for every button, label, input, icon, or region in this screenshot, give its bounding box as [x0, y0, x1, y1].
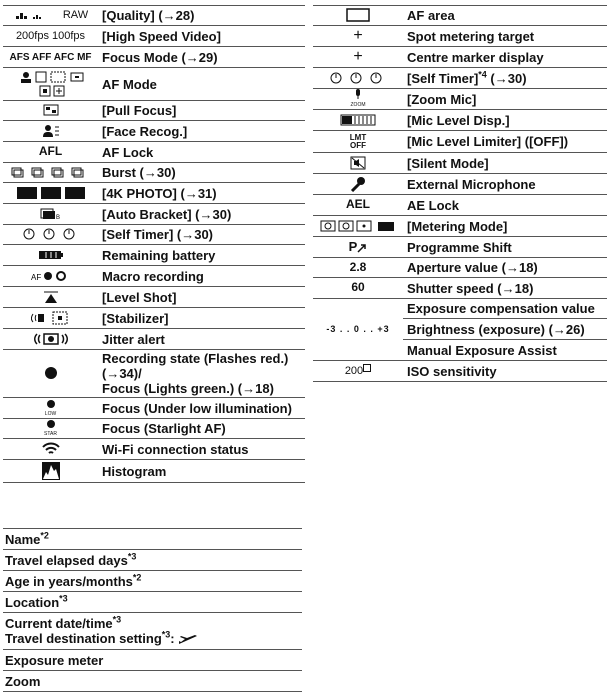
pull-focus-icon	[3, 101, 99, 121]
table-row	[313, 153, 607, 174]
table-row	[3, 308, 305, 329]
table-row	[3, 671, 302, 692]
table-row	[313, 6, 607, 26]
table-row	[3, 26, 305, 47]
table-row	[3, 68, 305, 101]
row-label: Wi-Fi connection status	[99, 439, 306, 460]
mic-limiter-icon: LMT OFF	[313, 131, 404, 153]
program-shift-icon: P	[313, 237, 404, 258]
af-lock-icon: AFL	[3, 142, 99, 163]
row-label: Recording state (Flashes red.) (→34)/ Focus (Lights green.) (→18)	[99, 350, 306, 398]
af-mode-icon	[3, 68, 99, 101]
row-label: Zoom	[3, 671, 302, 692]
table-row	[3, 419, 305, 439]
table-row	[313, 278, 607, 299]
row-label: Current date/time$^{*3}$ Travel destination setting$^{*3}$:	[3, 613, 302, 650]
row-label: Spot metering target	[404, 26, 608, 47]
row-label: [Face Recog.]	[99, 121, 306, 142]
silent-mode-icon	[313, 153, 404, 174]
table-row	[313, 47, 607, 68]
row-label: Travel elapsed days$^{*3}$	[3, 550, 302, 571]
row-label: Manual Exposure Assist	[404, 340, 608, 361]
row-label: Location$^{*3}$	[3, 592, 302, 613]
exposure-scale-icon: -3 . . 0 . . +3	[313, 299, 404, 361]
microphone-icon	[313, 174, 404, 195]
table-row	[3, 350, 305, 398]
table-row	[3, 650, 302, 671]
table-row	[3, 592, 302, 613]
table-row	[3, 529, 302, 550]
table-row	[313, 237, 607, 258]
row-label: [Metering Mode]	[404, 216, 608, 237]
row-label: [Level Shot]	[99, 287, 306, 308]
focus-star-icon: STAR	[3, 419, 99, 439]
row-label: Brightness (exposure) (→26)	[404, 319, 608, 340]
table-row	[313, 89, 607, 110]
row-label: ISO sensitivity	[404, 361, 608, 382]
row-label: [Pull Focus]	[99, 101, 306, 121]
table-row	[3, 439, 305, 460]
table-row	[3, 460, 305, 483]
table-row	[3, 287, 305, 308]
svg-text:B: B	[55, 214, 60, 220]
table-row	[3, 101, 305, 121]
stabilizer-icon	[3, 308, 99, 329]
battery-icon	[3, 245, 99, 266]
table-row	[3, 329, 305, 350]
self-timer-icon	[3, 225, 99, 245]
bottom-info-table	[3, 528, 302, 692]
table-row	[3, 183, 305, 204]
table-row	[3, 613, 302, 650]
row-label: AF area	[404, 6, 608, 26]
row-label: Macro recording	[99, 266, 306, 287]
row-label: Burst (→30)	[99, 163, 306, 183]
wifi-icon	[3, 439, 99, 460]
table-row	[313, 216, 607, 237]
row-label: Jitter alert	[99, 329, 306, 350]
row-label: Exposure meter	[3, 650, 302, 671]
row-label: Focus (Starlight AF)	[99, 419, 306, 439]
table-row	[313, 26, 607, 47]
table-row	[3, 142, 305, 163]
spot-metering-icon: +	[313, 26, 404, 47]
table-row	[313, 131, 607, 153]
row-label: [Self Timer]$^{*4}$ (→30)	[404, 68, 608, 89]
row-label: [Auto Bracket] (→30)	[99, 204, 306, 225]
right-icon-table	[313, 5, 607, 382]
row-label: Aperture value (→18)	[404, 258, 608, 278]
table-row	[313, 299, 607, 319]
row-label: [Stabilizer]	[99, 308, 306, 329]
shutter-speed-icon: 60	[313, 278, 404, 299]
row-label: [Mic Level Limiter] ([OFF])	[404, 131, 608, 153]
centre-marker-icon: +	[313, 47, 404, 68]
burst-icon	[3, 163, 99, 183]
row-label: Histogram	[99, 460, 306, 483]
ae-lock-icon: AEL	[313, 195, 404, 216]
row-label: Exposure compensation value	[404, 299, 608, 319]
metering-mode-icon	[313, 216, 404, 237]
row-label: Focus (Under low illumination)	[99, 398, 306, 419]
row-label: [4K PHOTO] (→31)	[99, 183, 306, 204]
quality-icon	[3, 6, 99, 26]
high-speed-video-icon: 200fps 100fps	[3, 26, 99, 47]
row-label: AF Mode	[99, 68, 306, 101]
histogram-icon	[3, 460, 99, 483]
row-label: [Silent Mode]	[404, 153, 608, 174]
svg-text:AF: AF	[30, 272, 41, 282]
table-row	[313, 195, 607, 216]
focus-low-icon: LOW	[3, 398, 99, 419]
table-row	[3, 245, 305, 266]
raw-text: RAW	[62, 9, 89, 21]
4k-photo-icon	[3, 183, 99, 204]
left-icon-table	[3, 5, 305, 483]
row-label: Name$^{*2}$	[3, 529, 302, 550]
row-label: [Zoom Mic]	[404, 89, 608, 110]
table-row	[3, 163, 305, 183]
table-row	[313, 258, 607, 278]
row-label: AF Lock	[99, 142, 306, 163]
row-label: Shutter speed (→18)	[404, 278, 608, 299]
table-row	[3, 266, 305, 287]
level-shot-icon	[3, 287, 99, 308]
table-row	[3, 571, 302, 592]
row-label: Centre marker display	[404, 47, 608, 68]
row-label: Remaining battery	[99, 245, 306, 266]
row-label: [High Speed Video]	[99, 26, 306, 47]
face-recog-icon	[3, 121, 99, 142]
table-row	[313, 174, 607, 195]
macro-icon	[3, 266, 99, 287]
airplane-icon	[178, 634, 198, 646]
table-row	[3, 398, 305, 419]
row-label: [Quality] (→28)	[99, 6, 306, 26]
row-label: [Mic Level Disp.]	[404, 110, 608, 131]
row-label: Focus Mode (→29)	[99, 47, 306, 68]
focus-mode-icon: AFS AFF AFC MF	[3, 47, 99, 68]
jitter-alert-icon	[3, 329, 99, 350]
table-row	[313, 110, 607, 131]
table-row	[3, 6, 305, 26]
recording-state-icon	[3, 350, 99, 398]
iso-icon: 200	[313, 361, 404, 382]
row-label: Age in years/months$^{*2}$	[3, 571, 302, 592]
table-row	[313, 68, 607, 89]
af-area-icon	[313, 6, 404, 26]
row-label: AE Lock	[404, 195, 608, 216]
row-label: External Microphone	[404, 174, 608, 195]
zoom-mic-icon: ZOOM	[313, 89, 404, 110]
auto-bracket-icon	[3, 204, 99, 225]
aperture-icon: 2.8	[313, 258, 404, 278]
row-label: [Self Timer] (→30)	[99, 225, 306, 245]
self-timer-icon	[313, 68, 404, 89]
table-row	[3, 550, 302, 571]
table-row	[3, 225, 305, 245]
table-row	[3, 121, 305, 142]
row-label: Programme Shift	[404, 237, 608, 258]
table-row	[313, 361, 607, 382]
mic-level-icon	[313, 110, 404, 131]
table-row	[3, 47, 305, 68]
table-row	[3, 204, 305, 225]
